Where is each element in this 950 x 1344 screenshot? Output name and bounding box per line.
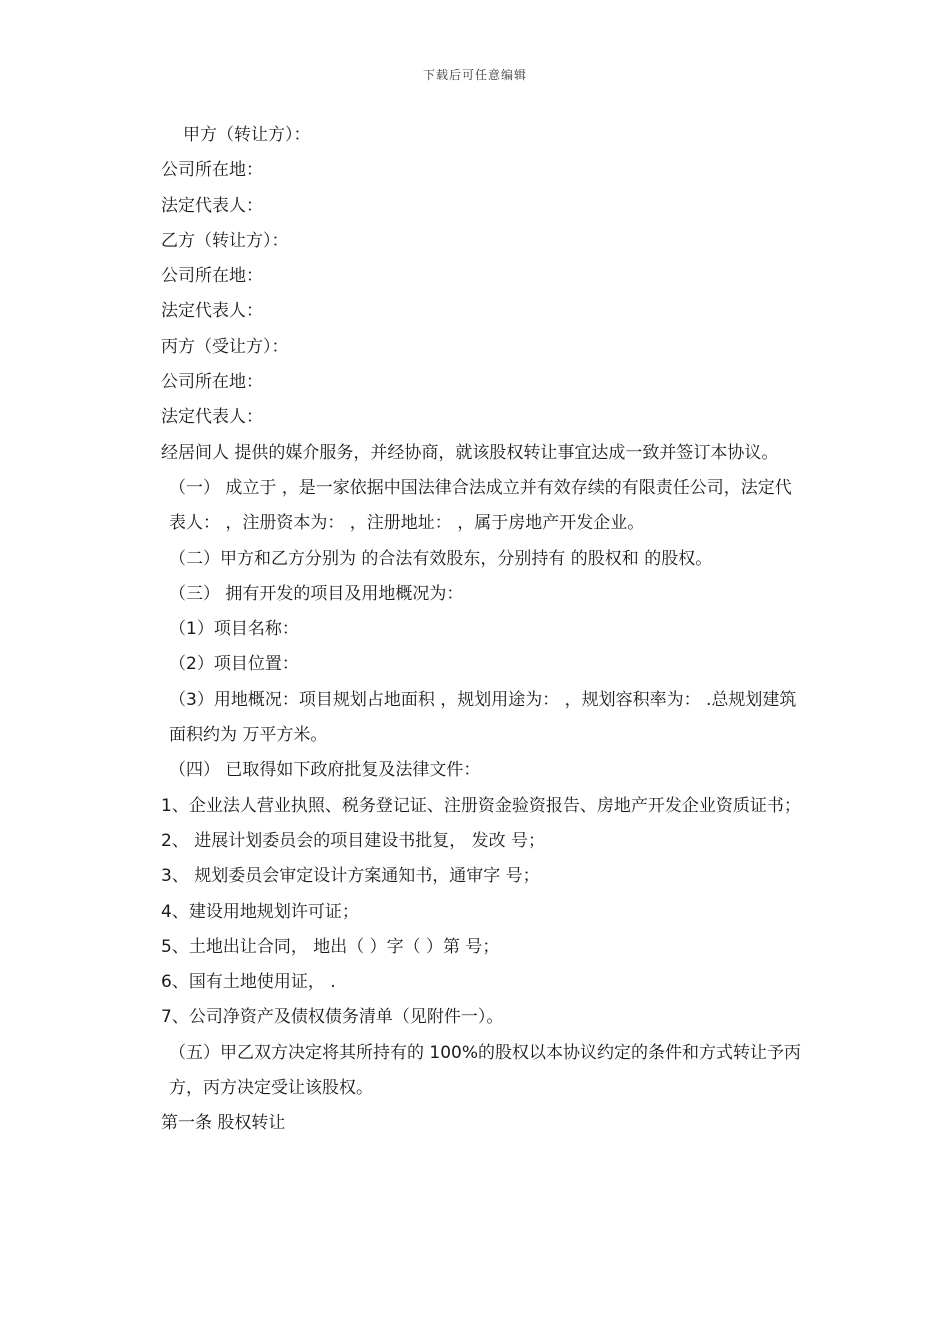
document-list-item: 1、企业法人营业执照、税务登记证、注册资金验资报告、房地产开发企业资质证书； <box>161 795 801 816</box>
document-list-item: 4、建设用地规划许可证； <box>161 901 359 922</box>
party-c-representative: 法定代表人： <box>161 407 263 428</box>
page-header: 下载后可任意编辑 <box>422 68 527 82</box>
recital-1: （一） 成立于 ，是一家依据中国法律合法成立并有效存续的有限责任公司，法定代表人： ，注册资本为： ，注册地址： ，属于房地产开发企业。 <box>169 477 792 534</box>
party-a-address: 公司所在地： <box>161 160 263 181</box>
document-list-item: 2、 进展计划委员会的项目建设书批复， 发改 号； <box>161 830 546 851</box>
party-a-heading: 甲方（转让方）： <box>183 125 311 145</box>
land-overview: （3）用地概况：项目规划占地面积 ，规划用途为： ，规划容积率为： .总规划建筑面积约为 万平方米。 <box>169 689 797 746</box>
project-location: （2）项目位置： <box>169 654 299 675</box>
recital-4: （四） 已取得如下政府批复及法律文件： <box>169 760 481 781</box>
party-b-representative: 法定代表人： <box>161 301 263 322</box>
party-b-heading: 乙方（转让方）： <box>161 230 289 251</box>
party-b-address: 公司所在地： <box>161 266 263 287</box>
article-1-heading: 第一条 股权转让 <box>161 1113 286 1134</box>
document-list-item: 3、 规划委员会审定设计方案通知书，通审字 号； <box>161 866 540 887</box>
recital-5: （五）甲乙双方决定将其所持有的 100%的股权以本协议约定的条件和方式转让予丙方，丙方决定受让该股权。 <box>169 1042 802 1099</box>
document-list-item: 5、土地出让合同， 地出（ ）字（ ）第 号； <box>161 936 500 957</box>
recital-3: （三） 拥有开发的项目及用地概况为： <box>169 583 464 604</box>
party-c-address: 公司所在地： <box>161 372 263 393</box>
project-name: （1）项目名称： <box>169 619 299 640</box>
preamble-paragraph: 经居间人 提供的媒介服务，并经协商，就该股权转让事宜达成一致并签订本协议。 <box>161 442 779 463</box>
party-a-representative: 法定代表人： <box>161 195 263 216</box>
document-body <box>143 118 808 1142</box>
document-list-item: 7、公司净资产及债权债务清单（见附件一）。 <box>161 1007 504 1028</box>
party-c-heading: 丙方（受让方）： <box>161 336 289 357</box>
recital-2: （二）甲方和乙方分别为 的合法有效股东，分别持有 的股权和 的股权。 <box>169 548 713 569</box>
document-list-item: 6、国有土地使用证， . <box>161 972 336 993</box>
